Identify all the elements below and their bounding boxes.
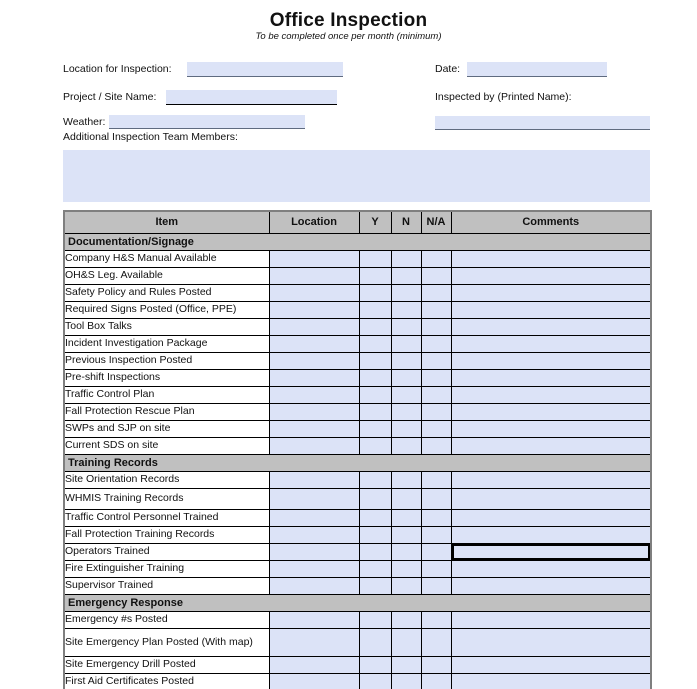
table-row (64, 526, 651, 543)
comments-cell[interactable] (451, 560, 651, 577)
table-row (64, 369, 651, 386)
location-cell[interactable] (269, 352, 359, 369)
section-title: Training Records (64, 454, 651, 471)
table-row (64, 543, 651, 560)
y-cell[interactable] (359, 284, 391, 301)
section-row-0 (64, 233, 651, 250)
n-cell[interactable] (391, 352, 421, 369)
item-label: Emergency #s Posted (64, 611, 269, 628)
n-cell[interactable] (391, 250, 421, 267)
comments-cell[interactable] (451, 335, 651, 352)
na-cell[interactable] (421, 386, 451, 403)
table-row (64, 335, 651, 352)
item-label: Traffic Control Personnel Trained (64, 509, 269, 526)
table-row (64, 284, 651, 301)
na-cell[interactable] (421, 267, 451, 284)
na-cell[interactable] (421, 543, 451, 560)
comments-cell[interactable] (451, 267, 651, 284)
na-cell[interactable] (421, 656, 451, 673)
na-cell[interactable] (421, 560, 451, 577)
date-input[interactable] (467, 62, 607, 77)
team-members-label: Additional Inspection Team Members: (63, 131, 238, 143)
y-cell[interactable] (359, 386, 391, 403)
item-label: Site Emergency Plan Posted (With map) (64, 628, 269, 656)
n-cell[interactable] (391, 369, 421, 386)
item-label: Pre-shift Inspections (64, 369, 269, 386)
na-cell[interactable] (421, 352, 451, 369)
item-label: Site Emergency Drill Posted (64, 656, 269, 673)
n-cell[interactable] (391, 673, 421, 689)
table-row (64, 403, 651, 420)
location-cell[interactable] (269, 369, 359, 386)
location-cell[interactable] (269, 628, 359, 656)
n-cell[interactable] (391, 543, 421, 560)
page-subtitle: To be completed once per month (minimum) (255, 31, 442, 42)
y-cell[interactable] (359, 656, 391, 673)
y-cell[interactable] (359, 403, 391, 420)
n-cell[interactable] (391, 420, 421, 437)
comments-cell[interactable] (451, 403, 651, 420)
item-label: Operators Trained (64, 543, 269, 560)
comments-cell[interactable] (451, 543, 651, 560)
location-cell[interactable] (269, 318, 359, 335)
location-cell[interactable] (269, 611, 359, 628)
item-label: Previous Inspection Posted (64, 352, 269, 369)
na-cell[interactable] (421, 437, 451, 454)
na-cell[interactable] (421, 471, 451, 488)
location-input[interactable] (187, 62, 343, 77)
y-cell[interactable] (359, 560, 391, 577)
column-header-n-a: N/A (421, 211, 451, 233)
na-cell[interactable] (421, 526, 451, 543)
section-row-2 (64, 594, 651, 611)
n-cell[interactable] (391, 267, 421, 284)
location-cell[interactable] (269, 335, 359, 352)
section-row-1 (64, 454, 651, 471)
n-cell[interactable] (391, 577, 421, 594)
na-cell[interactable] (421, 420, 451, 437)
location-cell[interactable] (269, 250, 359, 267)
comments-cell[interactable] (451, 284, 651, 301)
comments-cell[interactable] (451, 250, 651, 267)
location-cell[interactable] (269, 526, 359, 543)
n-cell[interactable] (391, 656, 421, 673)
location-cell[interactable] (269, 437, 359, 454)
comments-cell[interactable] (451, 437, 651, 454)
column-header-location: Location (269, 211, 359, 233)
project-site-name-label: Project / Site Name: (63, 91, 157, 103)
item-label: First Aid Certificates Posted (64, 673, 269, 689)
y-cell[interactable] (359, 577, 391, 594)
n-cell[interactable] (391, 386, 421, 403)
y-cell[interactable] (359, 488, 391, 509)
na-cell[interactable] (421, 577, 451, 594)
comments-cell[interactable] (451, 420, 651, 437)
y-cell[interactable] (359, 471, 391, 488)
table-row (64, 267, 651, 284)
item-label: Fire Extinguisher Training (64, 560, 269, 577)
item-label: OH&S Leg. Available (64, 267, 269, 284)
y-cell[interactable] (359, 526, 391, 543)
y-cell[interactable] (359, 543, 391, 560)
item-label: Supervisor Trained (64, 577, 269, 594)
column-header-n: N (391, 211, 421, 233)
n-cell[interactable] (391, 471, 421, 488)
n-cell[interactable] (391, 284, 421, 301)
y-cell[interactable] (359, 369, 391, 386)
item-label: Current SDS on site (64, 437, 269, 454)
inspection-table (63, 210, 652, 689)
y-cell[interactable] (359, 301, 391, 318)
location-cell[interactable] (269, 284, 359, 301)
y-cell[interactable] (359, 437, 391, 454)
section-title: Documentation/Signage (64, 233, 651, 250)
comments-cell[interactable] (451, 526, 651, 543)
n-cell[interactable] (391, 560, 421, 577)
column-header-comments: Comments (451, 211, 651, 233)
item-label: Company H&S Manual Available (64, 250, 269, 267)
n-cell[interactable] (391, 611, 421, 628)
table-row (64, 301, 651, 318)
location-cell[interactable] (269, 656, 359, 673)
location-cell[interactable] (269, 386, 359, 403)
n-cell[interactable] (391, 301, 421, 318)
location-cell[interactable] (269, 577, 359, 594)
na-cell[interactable] (421, 611, 451, 628)
n-cell[interactable] (391, 628, 421, 656)
n-cell[interactable] (391, 403, 421, 420)
comments-cell[interactable] (451, 488, 651, 509)
table-row (64, 437, 651, 454)
table-row (64, 352, 651, 369)
n-cell[interactable] (391, 509, 421, 526)
y-cell[interactable] (359, 352, 391, 369)
comments-cell[interactable] (451, 673, 651, 689)
n-cell[interactable] (391, 488, 421, 509)
item-label: Required Signs Posted (Office, PPE) (64, 301, 269, 318)
y-cell[interactable] (359, 628, 391, 656)
item-label: Fall Protection Rescue Plan (64, 403, 269, 420)
na-cell[interactable] (421, 250, 451, 267)
inspected-by-label: Inspected by (Printed Name): (435, 91, 572, 103)
na-cell[interactable] (421, 369, 451, 386)
table-row (64, 611, 651, 628)
table-row (64, 318, 651, 335)
comments-cell[interactable] (451, 369, 651, 386)
item-label: Site Orientation Records (64, 471, 269, 488)
section-title: Emergency Response (64, 594, 651, 611)
n-cell[interactable] (391, 335, 421, 352)
inspected-by-input[interactable] (435, 116, 650, 130)
y-cell[interactable] (359, 267, 391, 284)
na-cell[interactable] (421, 673, 451, 689)
na-cell[interactable] (421, 488, 451, 509)
comments-cell[interactable] (451, 611, 651, 628)
y-cell[interactable] (359, 673, 391, 689)
table-row (64, 560, 651, 577)
date-label: Date: (435, 63, 461, 75)
y-cell[interactable] (359, 420, 391, 437)
na-cell[interactable] (421, 628, 451, 656)
item-label: Safety Policy and Rules Posted (64, 284, 269, 301)
location-cell[interactable] (269, 673, 359, 689)
item-label: SWPs and SJP on site (64, 420, 269, 437)
location-cell[interactable] (269, 509, 359, 526)
table-row (64, 509, 651, 526)
location-cell[interactable] (269, 403, 359, 420)
table-header-row (64, 211, 651, 233)
location-cell[interactable] (269, 543, 359, 560)
na-cell[interactable] (421, 403, 451, 420)
table-row (64, 628, 651, 656)
project-site-name-input[interactable] (166, 90, 337, 105)
location-cell[interactable] (269, 420, 359, 437)
location-cell[interactable] (269, 471, 359, 488)
page-title: Office Inspection (269, 10, 428, 31)
comments-cell[interactable] (451, 656, 651, 673)
weather-label: Weather: (63, 116, 106, 128)
table-row (64, 420, 651, 437)
inspection-table-body (64, 233, 651, 689)
y-cell[interactable] (359, 318, 391, 335)
y-cell[interactable] (359, 335, 391, 352)
table-row (64, 471, 651, 488)
item-label: Fall Protection Training Records (64, 526, 269, 543)
item-label: Tool Box Talks (64, 318, 269, 335)
location-cell[interactable] (269, 560, 359, 577)
location-label: Location for Inspection: (63, 63, 172, 75)
comments-cell[interactable] (451, 471, 651, 488)
item-label: WHMIS Training Records (64, 488, 269, 509)
n-cell[interactable] (391, 318, 421, 335)
location-cell[interactable] (269, 488, 359, 509)
table-row (64, 673, 651, 689)
comments-cell[interactable] (451, 577, 651, 594)
na-cell[interactable] (421, 318, 451, 335)
n-cell[interactable] (391, 437, 421, 454)
y-cell[interactable] (359, 250, 391, 267)
table-row (64, 250, 651, 267)
comments-cell[interactable] (451, 628, 651, 656)
comments-cell[interactable] (451, 352, 651, 369)
comments-cell[interactable] (451, 318, 651, 335)
comments-cell[interactable] (451, 509, 651, 526)
na-cell[interactable] (421, 301, 451, 318)
table-row (64, 386, 651, 403)
table-row (64, 577, 651, 594)
y-cell[interactable] (359, 611, 391, 628)
column-header-y: Y (359, 211, 391, 233)
table-row (64, 656, 651, 673)
n-cell[interactable] (391, 526, 421, 543)
item-label: Traffic Control Plan (64, 386, 269, 403)
location-cell[interactable] (269, 267, 359, 284)
team-members-textarea[interactable] (63, 150, 650, 202)
item-label: Incident Investigation Package (64, 335, 269, 352)
column-header-item: Item (64, 211, 269, 233)
y-cell[interactable] (359, 509, 391, 526)
comments-cell[interactable] (451, 301, 651, 318)
comments-cell[interactable] (451, 386, 651, 403)
na-cell[interactable] (421, 335, 451, 352)
na-cell[interactable] (421, 509, 451, 526)
na-cell[interactable] (421, 284, 451, 301)
weather-input[interactable] (109, 115, 305, 129)
location-cell[interactable] (269, 301, 359, 318)
table-row (64, 488, 651, 509)
